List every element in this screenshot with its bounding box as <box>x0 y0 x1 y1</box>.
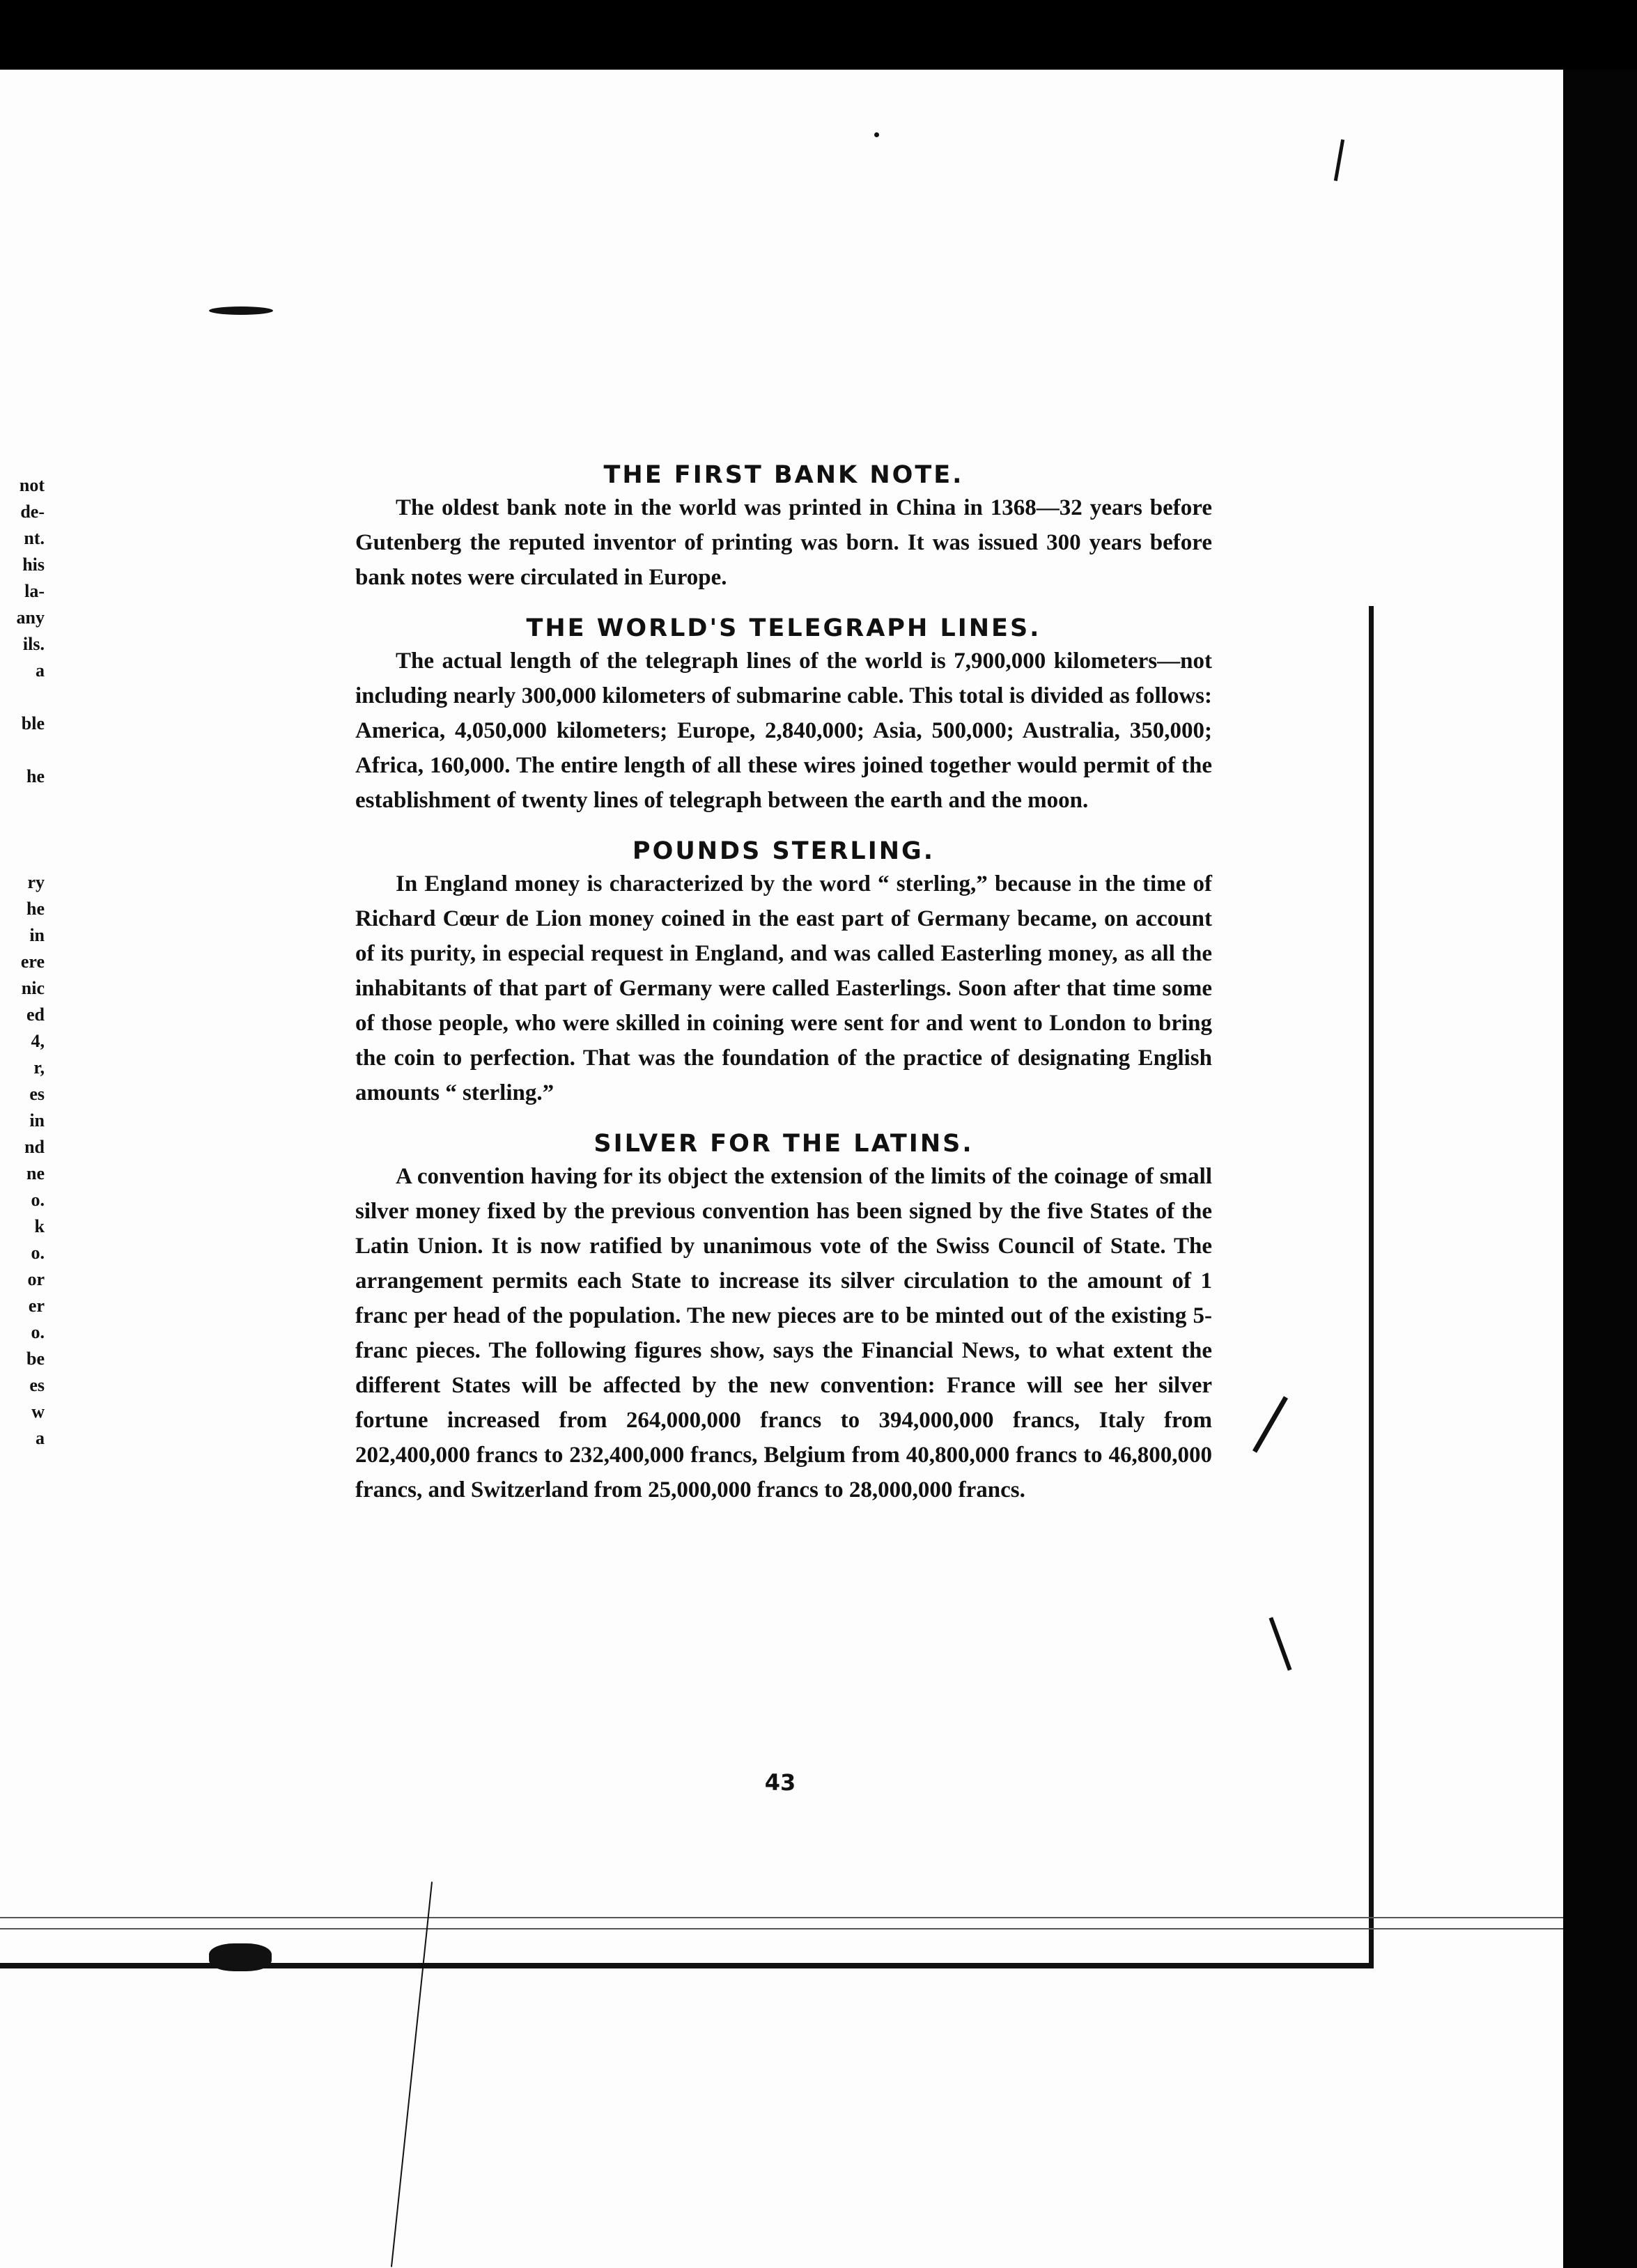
scan-rule-line <box>0 1917 1563 1918</box>
section-silver-latins <box>355 1128 1212 1507</box>
fragment-line: ils. <box>22 634 45 654</box>
fragment-line: he <box>26 899 45 919</box>
fragment-line: any <box>16 607 45 628</box>
fragment-line: ere <box>20 952 45 972</box>
article-column <box>355 460 1212 1525</box>
adjacent-page-fragments <box>0 474 45 1811</box>
fragment-line: a <box>36 660 45 681</box>
fragment-line: r, <box>33 1057 45 1078</box>
fragment-line: k <box>34 1216 45 1236</box>
section-telegraph-lines <box>355 613 1212 818</box>
fragment-line: ry <box>27 872 45 892</box>
fragment-line <box>0 738 45 765</box>
section-body: The oldest bank note in the world was printed in China in 1368—32 years before Gutenberg the reputed inventor of printing was born. It was issued 300 years before bank notes were circulated in Europe. <box>355 495 1212 590</box>
fragment-line <box>0 818 45 844</box>
fragment-line: not <box>19 475 45 495</box>
fragment-line: or <box>27 1269 45 1289</box>
fragment-line: in <box>29 1110 45 1131</box>
fragment-line <box>0 685 45 712</box>
ink-smudge <box>209 1943 272 1971</box>
ink-smudge <box>209 306 273 315</box>
fragment-line: w <box>31 1401 45 1422</box>
section-first-bank-note <box>355 460 1212 595</box>
scan-border-right <box>1563 70 1637 2268</box>
fragment-line: nd <box>24 1137 45 1157</box>
fragment-line <box>0 844 45 871</box>
fragment-line: a <box>36 1428 45 1448</box>
section-pounds-sterling <box>355 836 1212 1110</box>
fragment-line: es <box>29 1375 45 1395</box>
page-number: 43 <box>764 1769 796 1796</box>
fragment-line <box>0 791 45 818</box>
section-title: THE WORLD'S TELEGRAPH LINES. <box>526 614 1041 642</box>
fragment-line: o. <box>31 1322 45 1342</box>
page-edge-right <box>1369 606 1374 1968</box>
scan-rule-line <box>0 1928 1563 1929</box>
section-body: A convention having for its object the extension of the limits of the coinage of small silver money fixed by the previous convention has been signed by the five States of the Latin Union. It is now ratified by unanimous vote of the Swiss Council of State. The arrangement permits each State to increase its silver circulation to the amount of 1 franc per head of the population. The new pieces are to be minted out of the existing 5-franc pieces. The following figures show, says the Financial News, to what extent the different States will be affected by the new convention: France will see her silver fortune increased from 264,000,000 francs to 394,000,000 francs, Italy from 202,400,000 francs to 232,400,000 francs, Belgium from 40,800,000 francs to 46,800,000 francs, and Switzerland from 25,000,000 francs to 28,000,000 francs. <box>355 1164 1212 1502</box>
section-title: POUNDS STERLING. <box>632 837 936 865</box>
fragment-line: ed <box>26 1004 45 1025</box>
fragment-line: nic <box>21 978 45 998</box>
fragment-line: ne <box>26 1163 45 1183</box>
ink-speck <box>874 132 879 137</box>
fragment-line: his <box>22 554 45 575</box>
fragment-line: de- <box>20 502 45 522</box>
section-body: In England money is characterized by the word “ sterling,” because in the time of Richard Cœur de Lion money coined in the east part of Germany became, on account of its purity, in especial request in England, and was called Easterling money, as all the inhabitants of that part of Germany were called Easterlings. Soon after that time some of those people, who were skilled in coining were sent for and went to London to bring the coin to perfection. That was the foundation of the practice of designating English amounts “ sterling.” <box>355 871 1212 1105</box>
fragment-line: 4, <box>31 1031 45 1051</box>
fragment-line: er <box>28 1296 45 1316</box>
fragment-line: nt. <box>24 528 45 548</box>
section-title: THE FIRST BANK NOTE. <box>603 461 964 489</box>
section-title: SILVER FOR THE LATINS. <box>593 1130 974 1158</box>
fragment-line: he <box>26 766 45 786</box>
fragment-line: be <box>26 1349 45 1369</box>
section-body: The actual length of the telegraph lines of the world is 7,900,000 kilometers—not including nearly 300,000 kilometers of submarine cable. This total is divided as follows: America, 4,050,000 kilometers; Europe, 2,840,000; Asia, 500,000; Australia, 350,000; Africa, 160,000. The entire length of all these wires joined together would permit of the establishment of twenty lines of telegraph between the earth and the moon. <box>355 648 1212 813</box>
fragment-line: o. <box>31 1243 45 1263</box>
fragment-line: o. <box>31 1190 45 1210</box>
fragment-line: ble <box>21 713 45 733</box>
page-edge-bottom <box>0 1963 1374 1968</box>
fragment-line: es <box>29 1084 45 1104</box>
fragment-line: in <box>29 925 45 945</box>
fragment-line: la- <box>24 581 45 601</box>
